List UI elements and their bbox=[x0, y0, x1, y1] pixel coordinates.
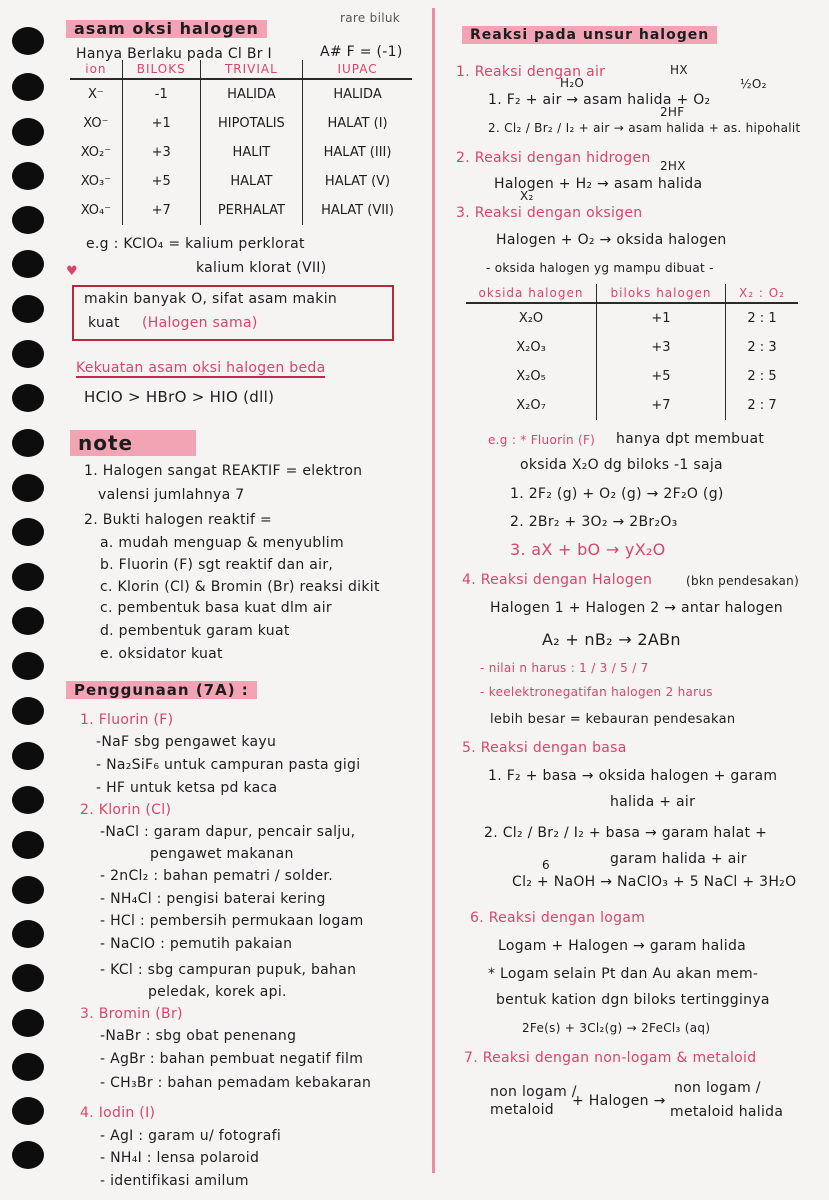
section-head: 1. Reaksi dengan air bbox=[456, 64, 606, 80]
strength-equation: HClO > HBrO > HIO (dll) bbox=[84, 388, 275, 406]
example-text: oksida X₂O dg biloks -1 saja bbox=[520, 457, 723, 473]
equation: metaloid bbox=[490, 1102, 554, 1118]
cell: X₂O₃ bbox=[466, 333, 597, 362]
rule-note: bentuk kation dgn biloks tertingginya bbox=[496, 992, 770, 1008]
binder-hole bbox=[12, 1009, 44, 1037]
strength-title: Kekuatan asam oksi halogen beda bbox=[76, 360, 326, 376]
cell: HIPOTALIS bbox=[200, 109, 302, 138]
cell: HALAT (III) bbox=[323, 145, 392, 160]
intro-text: Hanya Berlaku pada Cl Br I bbox=[76, 46, 272, 62]
cell: HALIT bbox=[200, 138, 302, 167]
annotation: 2HX bbox=[660, 159, 686, 173]
annotation: X₂ bbox=[520, 189, 534, 203]
usage-group-head: 2. Klorin (Cl) bbox=[80, 802, 172, 818]
binder-hole bbox=[12, 118, 44, 146]
equation: Cl₂ + NaOH → NaClO₃ + 5 NaCl + 3H₂O bbox=[512, 874, 797, 890]
rule-line-1: makin banyak O, sifat asam makin bbox=[84, 291, 338, 307]
note-item: a. mudah menguap & menyublim bbox=[100, 535, 344, 551]
usage-item: - NH₄I : lensa polaroid bbox=[100, 1150, 260, 1166]
section-head: 2. Reaksi dengan hidrogen bbox=[456, 150, 651, 166]
note-item: d. pembentuk garam kuat bbox=[100, 623, 290, 639]
cell: +1 bbox=[122, 109, 200, 138]
cell: X₂O₇ bbox=[466, 391, 597, 420]
table-header: oksida halogen bbox=[466, 284, 597, 303]
cell: 2 : 5 bbox=[747, 369, 777, 384]
cell: 2 : 1 bbox=[747, 311, 777, 326]
cell: PERHALAT bbox=[200, 196, 302, 225]
equation: 1. F₂ + air → asam halida + O₂ bbox=[488, 92, 711, 108]
equation: 2. 2Br₂ + 3O₂ → 2Br₂O₃ bbox=[510, 514, 678, 530]
table-row bbox=[466, 362, 798, 391]
usage-item: - NH₄Cl : pengisi baterai kering bbox=[100, 891, 326, 907]
cell: +5 bbox=[122, 167, 200, 196]
annotation: 2HF bbox=[660, 105, 685, 119]
center-divider-line bbox=[432, 8, 435, 1173]
heart-icon: ♥ bbox=[66, 264, 78, 279]
cell: X₂O₅ bbox=[466, 362, 597, 391]
table-row bbox=[466, 333, 798, 362]
cell: +3 bbox=[597, 333, 726, 362]
cell: XO₄⁻ bbox=[70, 196, 122, 225]
usage-item: - AgI : garam u/ fotografi bbox=[100, 1128, 282, 1144]
table-header: X₂ : O₂ bbox=[726, 284, 799, 303]
equation: + Halogen → bbox=[572, 1093, 666, 1109]
usage-item: - 2nCl₂ : bahan pematri / solder. bbox=[100, 868, 333, 884]
binder-hole bbox=[12, 563, 44, 591]
equation: non logam / bbox=[674, 1080, 761, 1096]
binder-hole bbox=[12, 340, 44, 368]
rule-note: (Halogen sama) bbox=[142, 315, 258, 331]
equation: Halogen + O₂ → oksida halogen bbox=[496, 232, 727, 248]
binder-hole bbox=[12, 474, 44, 502]
example-line-2: kalium klorat (VII) bbox=[196, 260, 327, 276]
usage-item: - identifikasi amilum bbox=[100, 1173, 249, 1189]
cell: XO⁻ bbox=[70, 109, 122, 138]
cell: +3 bbox=[122, 138, 200, 167]
usage-item: - AgBr : bahan pembuat negatif film bbox=[100, 1051, 364, 1067]
cell: 2 : 7 bbox=[747, 398, 777, 413]
annotation: HX bbox=[670, 63, 688, 77]
table-row bbox=[70, 109, 412, 138]
binder-hole bbox=[12, 652, 44, 680]
binder-hole bbox=[12, 250, 44, 278]
binder-hole bbox=[12, 27, 44, 55]
oxide-table bbox=[466, 284, 798, 420]
note-item: 2. Bukti halogen reaktif = bbox=[84, 512, 272, 528]
table-header: biloks halogen bbox=[597, 284, 726, 303]
usage-item: -NaF sbg pengawet kayu bbox=[96, 734, 277, 750]
usage-item: - Na₂SiF₆ untuk campuran pasta gigi bbox=[96, 757, 361, 773]
equation: A₂ + nB₂ → 2ABn bbox=[542, 630, 681, 649]
equation: Logam + Halogen → garam halida bbox=[498, 938, 747, 954]
cell: HALAT (V) bbox=[324, 174, 391, 189]
cell: +1 bbox=[597, 303, 726, 333]
binder-hole bbox=[12, 162, 44, 190]
binder-hole bbox=[12, 518, 44, 546]
binder-hole bbox=[12, 742, 44, 770]
oxyacid-table bbox=[70, 60, 412, 225]
note-item: c. Klorin (Cl) & Bromin (Br) reaksi dikit bbox=[100, 579, 380, 595]
usage-heading: Penggunaan (7A) : bbox=[66, 681, 257, 699]
left-title: asam oksi halogen bbox=[66, 20, 267, 38]
rule-line-2: kuat bbox=[88, 315, 120, 331]
equation: 2. Cl₂ / Br₂ / I₂ + air → asam halida + as. hipohalit bbox=[488, 121, 801, 135]
equation: 2. Cl₂ / Br₂ / I₂ + basa → garam halat + bbox=[484, 825, 768, 841]
note-item: 1. Halogen sangat REAKTIF = elektron bbox=[84, 463, 363, 479]
binder-hole bbox=[12, 295, 44, 323]
cell: 2 : 3 bbox=[747, 340, 777, 355]
equation: non logam / bbox=[490, 1084, 577, 1100]
cell: X⁻ bbox=[70, 79, 122, 109]
equation: 1. F₂ + basa → oksida halogen + garam bbox=[488, 768, 778, 784]
usage-item: - KCl : sbg campuran pupuk, bahan bbox=[100, 962, 357, 978]
binder-hole bbox=[12, 1097, 44, 1125]
equation: 2Fe(s) + 3Cl₂(g) → 2FeCl₃ (aq) bbox=[522, 1021, 711, 1035]
equation: 1. 2F₂ (g) + O₂ (g) → 2F₂O (g) bbox=[510, 486, 724, 502]
equation: Halogen 1 + Halogen 2 → antar halogen bbox=[490, 600, 783, 616]
section-head: 6. Reaksi dengan logam bbox=[470, 910, 646, 926]
cell: +7 bbox=[597, 391, 726, 420]
cell: HALAT bbox=[200, 167, 302, 196]
cell: HALAT (VII) bbox=[321, 203, 394, 218]
cell: XO₂⁻ bbox=[70, 138, 122, 167]
rule-note: * Logam selain Pt dan Au akan mem- bbox=[488, 966, 759, 982]
binder-hole bbox=[12, 831, 44, 859]
binder-hole bbox=[12, 607, 44, 635]
example-prefix: e.g : * Fluorin (F) bbox=[488, 433, 596, 447]
note-item: valensi jumlahnya 7 bbox=[98, 487, 245, 503]
cell: X₂O bbox=[466, 303, 597, 333]
binder-hole bbox=[12, 73, 44, 101]
section-head: 4. Reaksi dengan Halogen bbox=[462, 572, 653, 588]
cell: HALIDA bbox=[333, 87, 382, 102]
usage-item: - HCl : pembersih permukaan logam bbox=[100, 913, 364, 929]
subheading: - oksida halogen yg mampu dibuat - bbox=[486, 261, 714, 275]
equation: metaloid halida bbox=[670, 1104, 784, 1120]
table-row bbox=[70, 79, 412, 109]
rule-note: - nilai n harus : 1 / 3 / 5 / 7 bbox=[480, 661, 649, 675]
usage-item: peledak, korek api. bbox=[148, 984, 287, 1000]
example-line-1: e.g : KClO₄ = kalium perklorat bbox=[86, 236, 305, 252]
usage-item: -NaBr : sbg obat penenang bbox=[100, 1028, 297, 1044]
table-row bbox=[70, 196, 412, 225]
table-header: ion bbox=[70, 60, 122, 79]
rule-note: - keelektronegatifan halogen 2 harus bbox=[480, 685, 713, 699]
cell: +5 bbox=[597, 362, 726, 391]
binder-hole bbox=[12, 1053, 44, 1081]
binder-hole bbox=[12, 429, 44, 457]
binder-hole bbox=[12, 964, 44, 992]
equation: halida + air bbox=[610, 794, 696, 810]
binder-hole bbox=[12, 697, 44, 725]
equation: 3. aX + bO → yX₂O bbox=[510, 540, 666, 559]
note-heading: note bbox=[70, 430, 196, 456]
equation: garam halida + air bbox=[610, 851, 747, 867]
binder-hole bbox=[12, 876, 44, 904]
binder-hole bbox=[12, 206, 44, 234]
table-row bbox=[70, 138, 412, 167]
usage-group-head: 1. Fluorin (F) bbox=[80, 712, 174, 728]
section-head: 3. Reaksi dengan oksigen bbox=[456, 205, 643, 221]
annotation: ½O₂ bbox=[740, 77, 767, 91]
usage-item: - HF untuk ketsa pd kaca bbox=[96, 780, 278, 796]
table-header: BILOKS bbox=[122, 60, 200, 79]
cell: -1 bbox=[122, 79, 200, 109]
section-head: 5. Reaksi dengan basa bbox=[462, 740, 627, 756]
rule-note: lebih besar = kebauran pendesakan bbox=[490, 712, 736, 727]
usage-item: - CH₃Br : bahan pemadam kebakaran bbox=[100, 1075, 372, 1091]
binder-hole bbox=[12, 786, 44, 814]
binder-hole bbox=[12, 1141, 44, 1169]
note-item: c. pembentuk basa kuat dlm air bbox=[100, 600, 332, 616]
side-note: rare biluk bbox=[340, 11, 400, 25]
table-row bbox=[466, 303, 798, 333]
table-row bbox=[70, 167, 412, 196]
cell: HALAT (I) bbox=[327, 116, 388, 131]
example-text: hanya dpt membuat bbox=[616, 431, 765, 447]
usage-group-head: 3. Bromin (Br) bbox=[80, 1006, 183, 1022]
intro-math: A# F = (-1) bbox=[320, 44, 403, 60]
usage-group-head: 4. Iodin (I) bbox=[80, 1105, 156, 1121]
right-title: Reaksi pada unsur halogen bbox=[462, 26, 717, 44]
section-head: 7. Reaksi dengan non-logam & metaloid bbox=[464, 1050, 757, 1066]
usage-item: -NaCl : garam dapur, pencair salju, bbox=[100, 824, 356, 840]
usage-item: pengawet makanan bbox=[150, 846, 294, 862]
table-header: TRIVIAL bbox=[200, 60, 302, 79]
annotation: 6 bbox=[542, 858, 550, 872]
note-item: b. Fluorin (F) sgt reaktif dan air, bbox=[100, 557, 334, 573]
cell: HALIDA bbox=[200, 79, 302, 109]
section-note: (bkn pendesakan) bbox=[686, 574, 800, 588]
binder-hole bbox=[12, 384, 44, 412]
cell: +7 bbox=[122, 196, 200, 225]
usage-item: - NaClO : pemutih pakaian bbox=[100, 936, 293, 952]
table-header: IUPAC bbox=[303, 60, 412, 79]
equation: Halogen + H₂ → asam halida bbox=[494, 176, 703, 192]
binder-hole bbox=[12, 920, 44, 948]
table-row bbox=[466, 391, 798, 420]
annotation: H₂O bbox=[560, 76, 585, 90]
cell: XO₃⁻ bbox=[70, 167, 122, 196]
note-item: e. oksidator kuat bbox=[100, 646, 223, 662]
